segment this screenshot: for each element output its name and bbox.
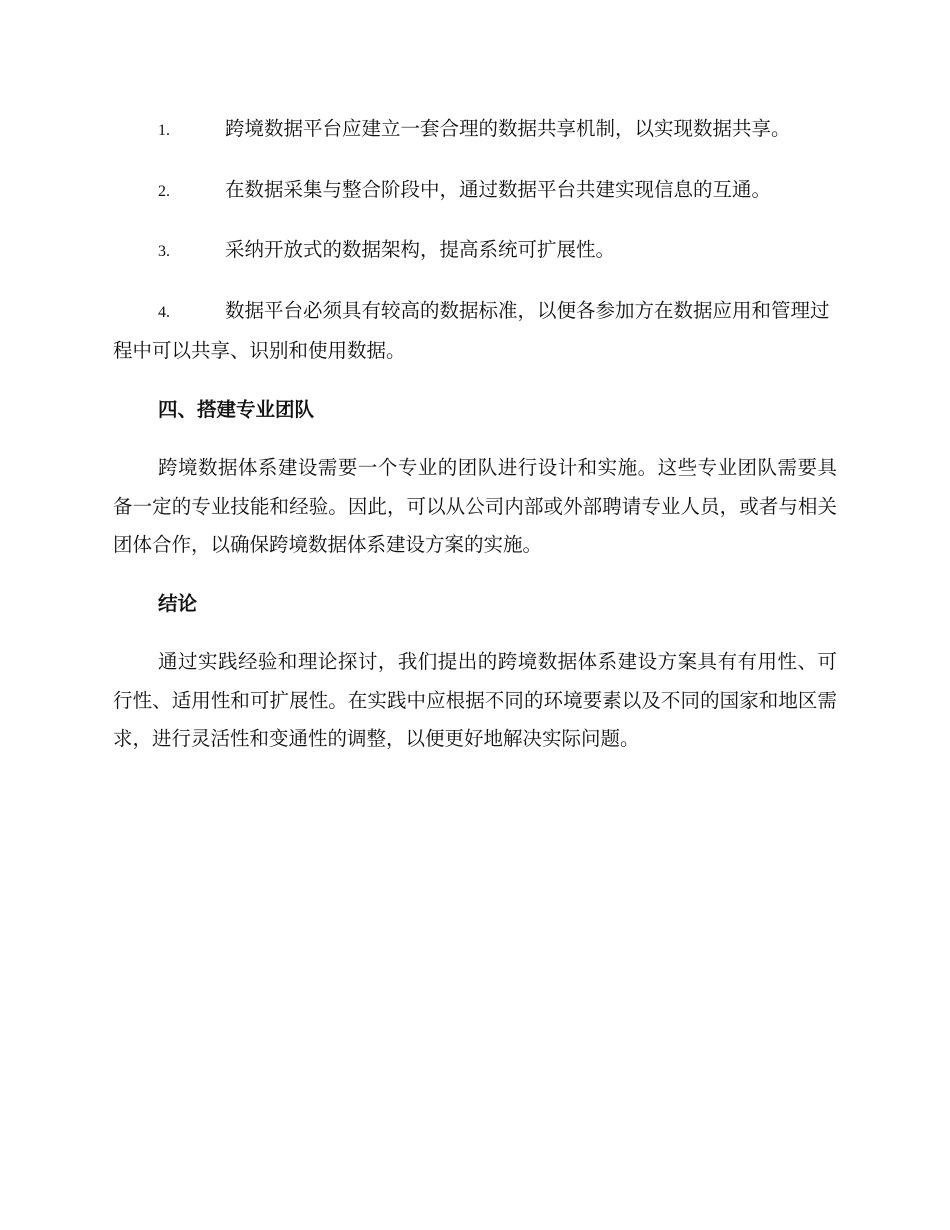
list-item-1 xyxy=(113,110,837,151)
list-item-2 xyxy=(113,171,837,212)
list-number: 3. xyxy=(158,243,170,260)
list-text: 采纳开放式的数据架构，提高系统可扩展性。 xyxy=(225,238,616,261)
document-page xyxy=(113,110,837,779)
paragraph-team: 跨境数据体系建设需要一个专业的团队进行设计和实施。这些专业团队需要具备一定的专业技能和经验。因此，可以从公司内部或外部聘请专业人员，或者与相关团体合作，以确保跨境数据体系建设方案的实施。 xyxy=(113,456,837,556)
list-number: 4. xyxy=(158,303,170,321)
section-heading-team: 四、搭建专业团队 xyxy=(158,397,315,421)
list-text: 跨境数据平台应建立一套合理的数据共享机制，以实现数据共享。 xyxy=(225,117,791,140)
list-item-4 xyxy=(113,292,837,371)
paragraph-conclusion: 通过实践经验和理论探讨，我们提出的跨境数据体系建设方案具有有用性、可行性、适用性和可扩展性。在实践中应根据不同的环境要素以及不同的国家和地区需求，进行灵活性和变通性的调整，以便更好地解决实际问题。 xyxy=(113,650,837,750)
list-text: 数据平台必须具有较高的数据标准，以便各参加方在数据应用和管理过程中可以共享、识别和使用数据。 xyxy=(113,298,830,362)
list-number: 2. xyxy=(158,182,170,200)
list-item-3 xyxy=(113,231,837,272)
list-text: 在数据采集与整合阶段中，通过数据平台共建实现信息的互通。 xyxy=(225,177,772,201)
section-heading-conclusion: 结论 xyxy=(158,591,198,615)
list-number: 1. xyxy=(158,122,170,139)
